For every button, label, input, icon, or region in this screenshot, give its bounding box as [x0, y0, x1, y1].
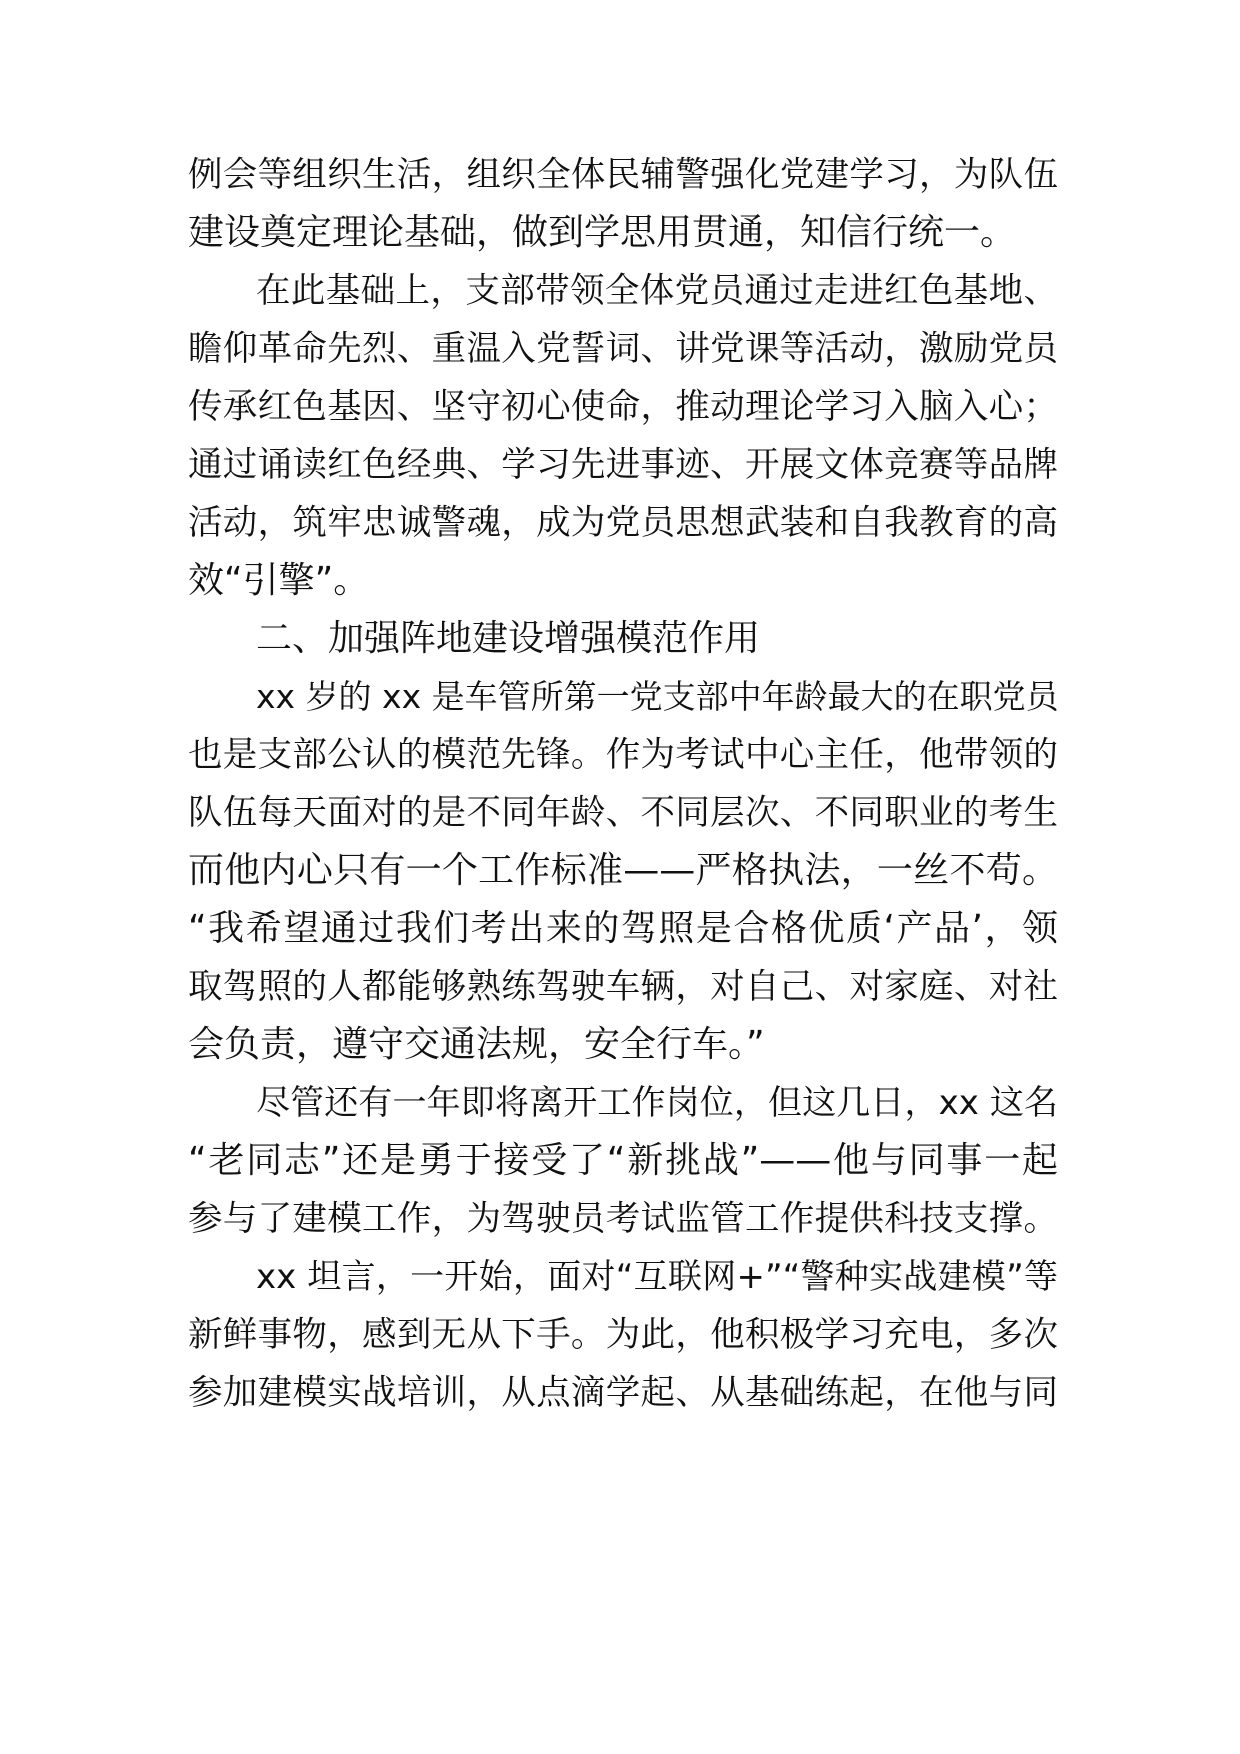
paragraph-line: “我希望通过我们考出来的驾照是合格优质‘产品’，领 — [188, 908, 1058, 949]
paragraph-line: 参加建模实战培训，从点滴学起、从基础练起，在他与同 — [188, 1373, 1058, 1413]
paragraph-line: 尽管还有一年即将离开工作岗位，但这几日，xx 这名 — [256, 1083, 1058, 1123]
paragraph-line: 而他内心只有一个工作标准——严格执法，一丝不苟。 — [188, 850, 1058, 891]
paragraph-line: “老同志”还是勇于接受了“新挑战”——他与同事一起 — [188, 1140, 1058, 1181]
paragraph-line: 建设奠定理论基础，做到学思用贯通，知信行统一。 — [188, 212, 1017, 253]
paragraph-line: 参与了建模工作，为驾驶员考试监管工作提供科技支撑。 — [188, 1199, 1058, 1239]
paragraph-line: 取驾照的人都能够熟练驾驶车辆，对自己、对家庭、对社 — [188, 967, 1058, 1007]
paragraph-line: 也是支部公认的模范先锋。作为考试中心主任，他带领的 — [188, 735, 1058, 775]
paragraph-line: 在此基础上，支部带领全体党员通过走进红色基地、 — [256, 271, 1058, 311]
paragraph-line: 效“引擎”。 — [188, 560, 370, 601]
paragraph-line: 会负责，遵守交通法规，安全行车。” — [188, 1024, 765, 1065]
paragraph-line: xx 岁的 xx 是车管所第一党支部中年龄最大的在职党员 — [256, 677, 1059, 716]
section-heading: 二、加强阵地建设增强模范作用 — [256, 618, 761, 659]
paragraph-line: xx 坦言，一开始，面对“互联网+”“警种实战建模”等 — [256, 1257, 1058, 1297]
paragraph-line: 传承红色基因、坚守初心使命，推动理论学习入脑入心； — [188, 387, 1058, 427]
paragraph-line: 例会等组织生活，组织全体民辅警强化党建学习，为队伍 — [188, 155, 1058, 195]
paragraph-line: 活动，筑牢忠诚警魂，成为党员思想武装和自我教育的高 — [188, 503, 1058, 543]
paragraph-line: 通过诵读红色经典、学习先进事迹、开展文体竞赛等品牌 — [188, 445, 1058, 485]
paragraph-line: 队伍每天面对的是不同年龄、不同层次、不同职业的考生 — [188, 793, 1058, 833]
paragraph-line: 新鲜事物，感到无从下手。为此，他积极学习充电，多次 — [188, 1315, 1058, 1355]
paragraph-line: 瞻仰革命先烈、重温入党誓词、讲党课等活动，激励党员 — [188, 329, 1058, 369]
